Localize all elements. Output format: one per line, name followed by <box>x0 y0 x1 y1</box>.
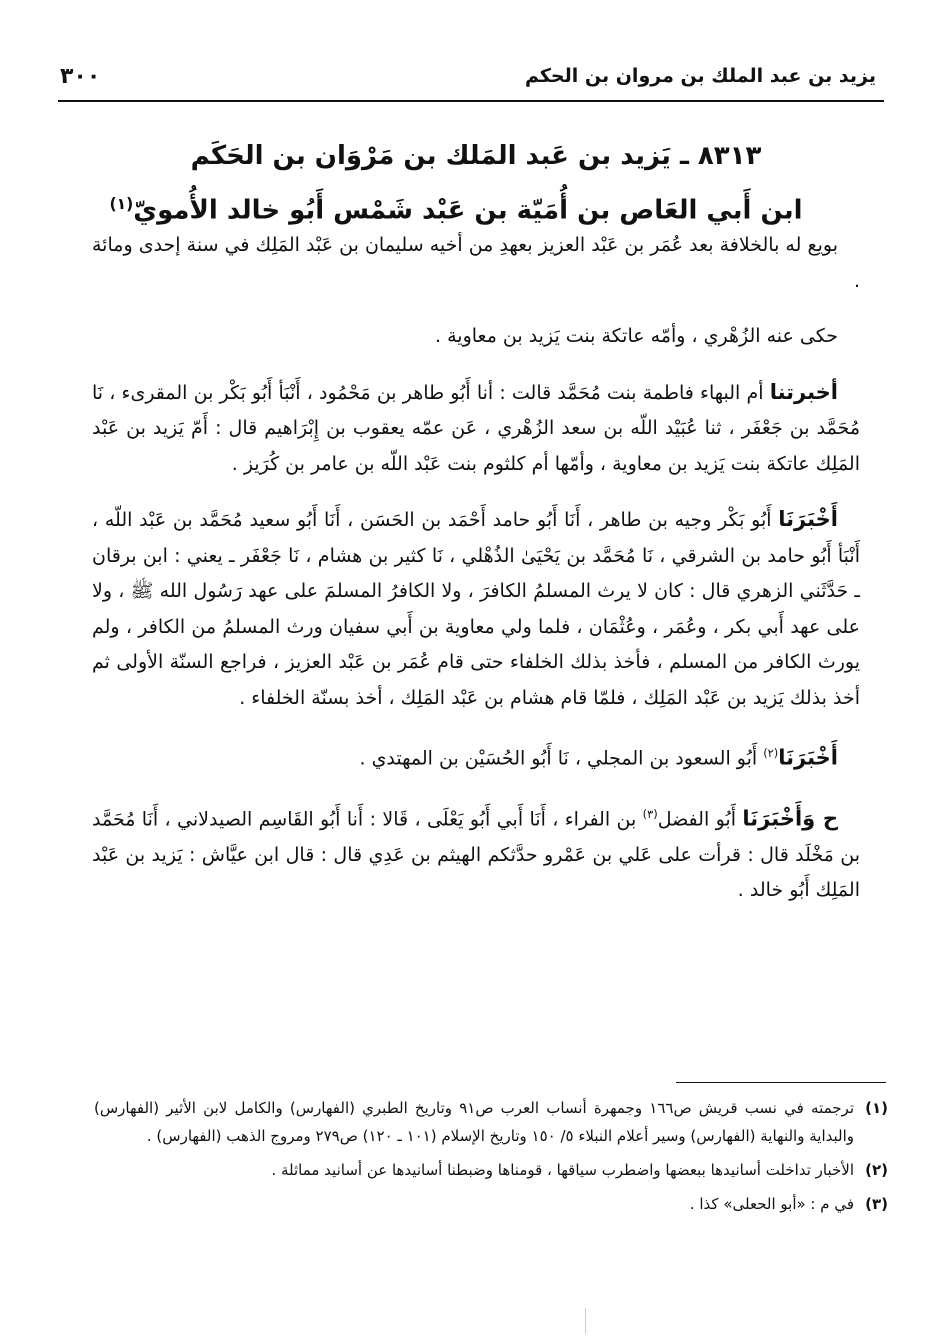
footnote-text: الأخبار تداخلت أسانيدها ببعضها واضطرب سياقها ، قومناها وضبطنا أسانيدها عن أسانيد مماثلة . <box>271 1161 854 1179</box>
footnote-1 <box>94 1094 888 1150</box>
header-rule <box>58 100 884 102</box>
footnotes <box>94 1094 888 1224</box>
paragraph-6-text-b: بن الفراء ، أَنَا أَبي أَبُو يَعْلَى ، قَالا : أَنا أَبُو القَاسِم الصيدلاني ، أَنَا مُحَمَّد بن مَخْلَد قال : قرأت على عَلي بن عَمْرو حدَّثكم الهيثم بن عَدِي قال : قال ابن عيَّاش : يَزيد بن عَبْد المَلِك أَبُو خالد . <box>92 808 860 902</box>
footnote-text: في م : «أبو الحعلى» كذا . <box>689 1195 854 1213</box>
isnad-lead-6: ح وَأَخْبَرَنَا <box>742 806 838 831</box>
entry-heading-line1: ٨٣١٣ ـ يَزيد بن عَبد المَلك بن مَرْوَان بن الحَكَم <box>190 141 762 171</box>
entry-heading-line2 <box>60 180 852 235</box>
entry-heading <box>60 132 852 235</box>
isnad-lead-5: أَخْبَرَنَا <box>778 745 838 770</box>
paragraph-5 <box>92 736 860 777</box>
entry-heading-line2-text: ابن أَبي العَاص بن أُمَيّة بن عَبْد شَمْس أَبُو خالد الأُمويّ <box>133 195 803 226</box>
paragraph-2: حكى عنه الزُهْري ، وأمّه عاتكة بنت يَزيد بن معاوية . <box>435 325 838 347</box>
footnote-3 <box>94 1190 888 1218</box>
running-header <box>60 58 876 94</box>
footnote-number: (١) <box>865 1099 888 1117</box>
isnad-lead-3: أخبرتنا <box>769 379 838 404</box>
footnote-ref-2[interactable]: (٢) <box>763 746 779 760</box>
page-number: ٣٠٠ <box>60 63 101 89</box>
paragraph-6 <box>92 797 860 909</box>
running-title: يزيد بن عبد الملك بن مروان بن الحكم <box>524 65 876 87</box>
paragraph-4-text: أَبُو بَكْر وجيه بن طاهر ، أَنَا أَبُو حامد أَحْمَد بن الحَسَن ، أَنَا أَبُو سعيد مُحَمَّد بن عَبْد اللّه ، أَنْبَأ أَبُو حامد بن الشرقي ، نَا مُحَمَّد بن يَحْيَىٰ الذُهْلي ، نَا كثير بن هشام ، نَا جَعْفَر ـ يعني : ابن برقان ـ حَدَّثَني الزهري قال : كان لا يرث المسلمُ الكافرَ ، ولا الكافرُ المسلمَ على عهد رَسُول الله ﷺ ، ولا على عهد أَبي بكر ، وعُمَر ، وعُثْمَان ، فلما ولي معاوية بن أَبي سفيان ورث المسلمُ من الكافر ، ولم يورث الكافر من المسلم ، فأخذ بذلك الخلفاء حتى قام عُمَر بن عَبْد العزيز ، فراجع السنّة الأولى ثم أخذ بذلك يَزيد بن عَبْد المَلِك ، فلمّا قام هشام بن عَبْد المَلِك ، أخذ بسنّة الخلفاء . <box>92 509 860 709</box>
paragraph-5-text: أَبُو السعود بن المجلي ، نَا أَبُو الحُسَيْن بن المهتدي . <box>359 747 758 770</box>
paragraph-3 <box>92 375 860 483</box>
footnote-number: (٣) <box>865 1195 888 1213</box>
paragraph-4 <box>92 502 860 716</box>
isnad-lead-4: أَخْبَرَنَا <box>778 507 838 531</box>
footnote-number: (٢) <box>865 1161 888 1179</box>
main-text <box>92 228 860 909</box>
paragraph-3-text: أم البهاء فاطمة بنت مُحَمَّد قالت : أنا أَبُو طاهر بن مَحْمُود ، أَنْبَأ أَبُو بَكْر بن المقرىء ، نَا مُحَمَّد بن جَعْفَر ، ثنا عُبَيْد اللّه بن سعد الزُهْري ، عَن عمّه يعقوب بن إِبْرَاهيم قال : أَمّ يَزيد بن عَبْد المَلِك عاتكة بنت يَزيد بن معاوية ، وأمّها أم كلثوم بنت عَبْد اللّه بن عامر بن كُرَيز . <box>92 381 860 475</box>
scan-artifact <box>585 1308 592 1334</box>
footnote-rule <box>676 1082 886 1083</box>
paragraph-1: بويع له بالخلافة بعد عُمَر بن عَبْد العزيز بعهدِ من أخيه سليمان بن عَبْد المَلِك في سنة إحدى ومائة . <box>92 234 860 292</box>
footnote-ref-1[interactable]: (١) <box>109 195 134 213</box>
footnote-text: ترجمته في نسب قريش ص١٦٦ وجمهرة أنساب العرب ص٩١ وتاريخ الطبري (الفهارس) والكامل لابن الأثير (الفهارس) والبداية والنهاية (الفهارس) وسير أعلام النبلاء ٥/ ١٥٠ وتاريخ الإسلام (١٠١ ـ ١٢٠) ص٢٧٩ ومروج الذهب (الفهارس) . <box>94 1099 854 1145</box>
footnote-2 <box>94 1156 888 1184</box>
paragraph-6-text-a: أَبُو الفضل <box>657 808 737 831</box>
footnote-ref-3[interactable]: (٣) <box>642 806 658 821</box>
